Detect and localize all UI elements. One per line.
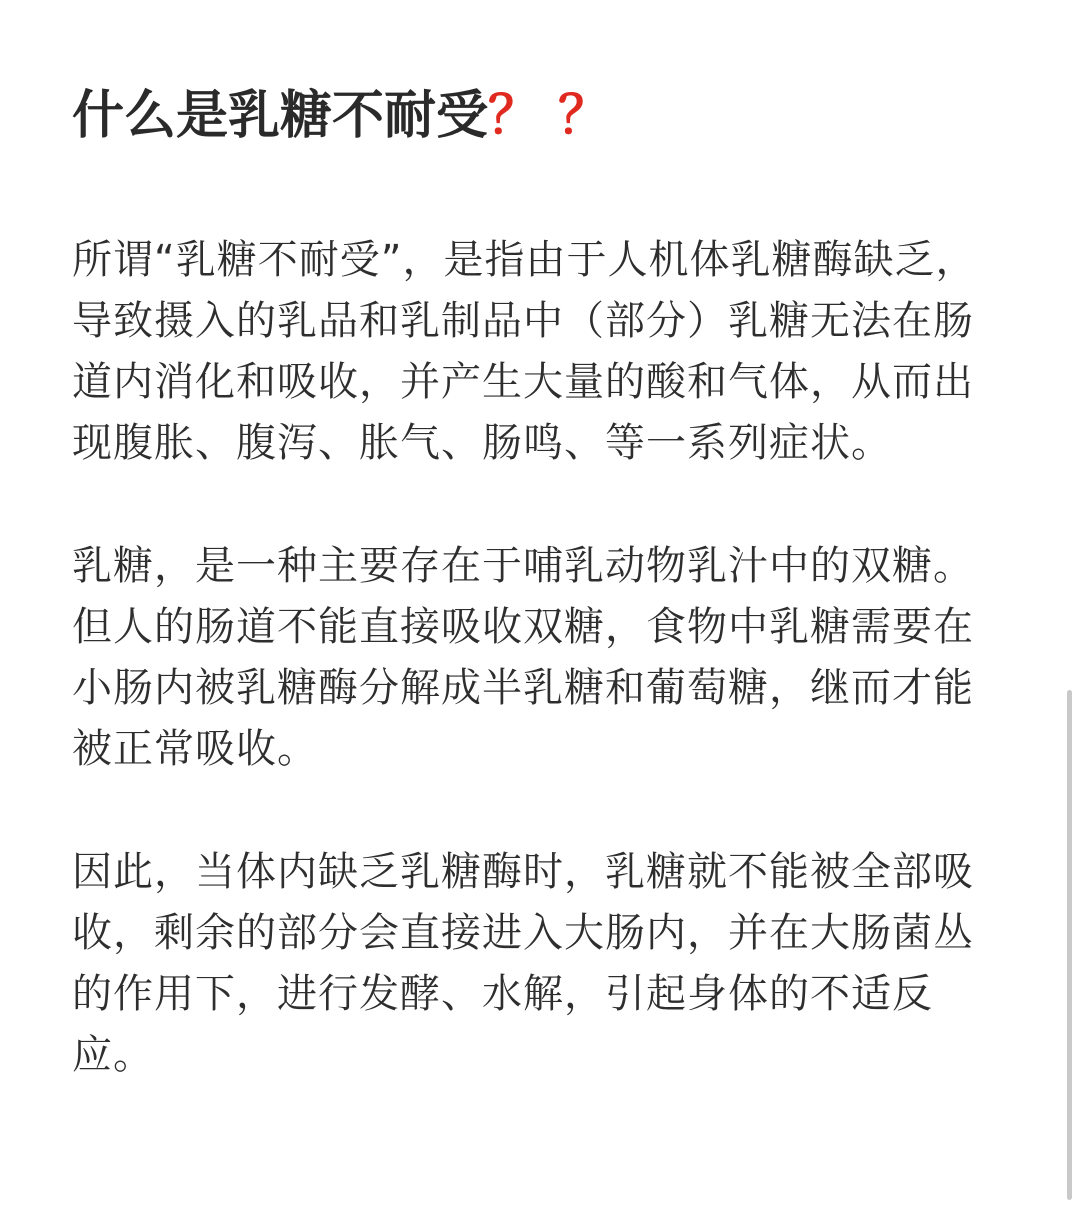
scrollbar[interactable] — [1067, 690, 1072, 1200]
article-title-text: 什么是乳糖不耐受 — [72, 86, 489, 146]
question-marks: ？ ？ — [488, 86, 611, 146]
paragraph-consequence: 因此，当体内缺乏乳糖酶时，乳糖就不能被全部吸收，剩余的部分会直接进入大肠内，并在大肠菌丛的作用下，进行发酵、水解，引起身体的不适反应。 — [72, 849, 974, 1078]
paragraph-definition: 所谓“乳糖不耐受”，是指由于人机体乳糖酶缺乏，导致摄入的乳品和乳制品中（部分）乳糖无法在肠道内消化和吸收，并产生大量的酸和气体，从而出现腹胀、腹泻、胀气、肠鸣、等一系列症状。 — [72, 237, 977, 466]
article — [72, 82, 992, 1086]
paragraph-lactose: 乳糖，是一种主要存在于哺乳动物乳汁中的双糖。但人的肠道不能直接吸收双糖，食物中乳糖需要在小肠内被乳糖酶分解成半乳糖和葡萄糖，继而才能被正常吸收。 — [72, 543, 974, 772]
article-title — [72, 82, 992, 150]
